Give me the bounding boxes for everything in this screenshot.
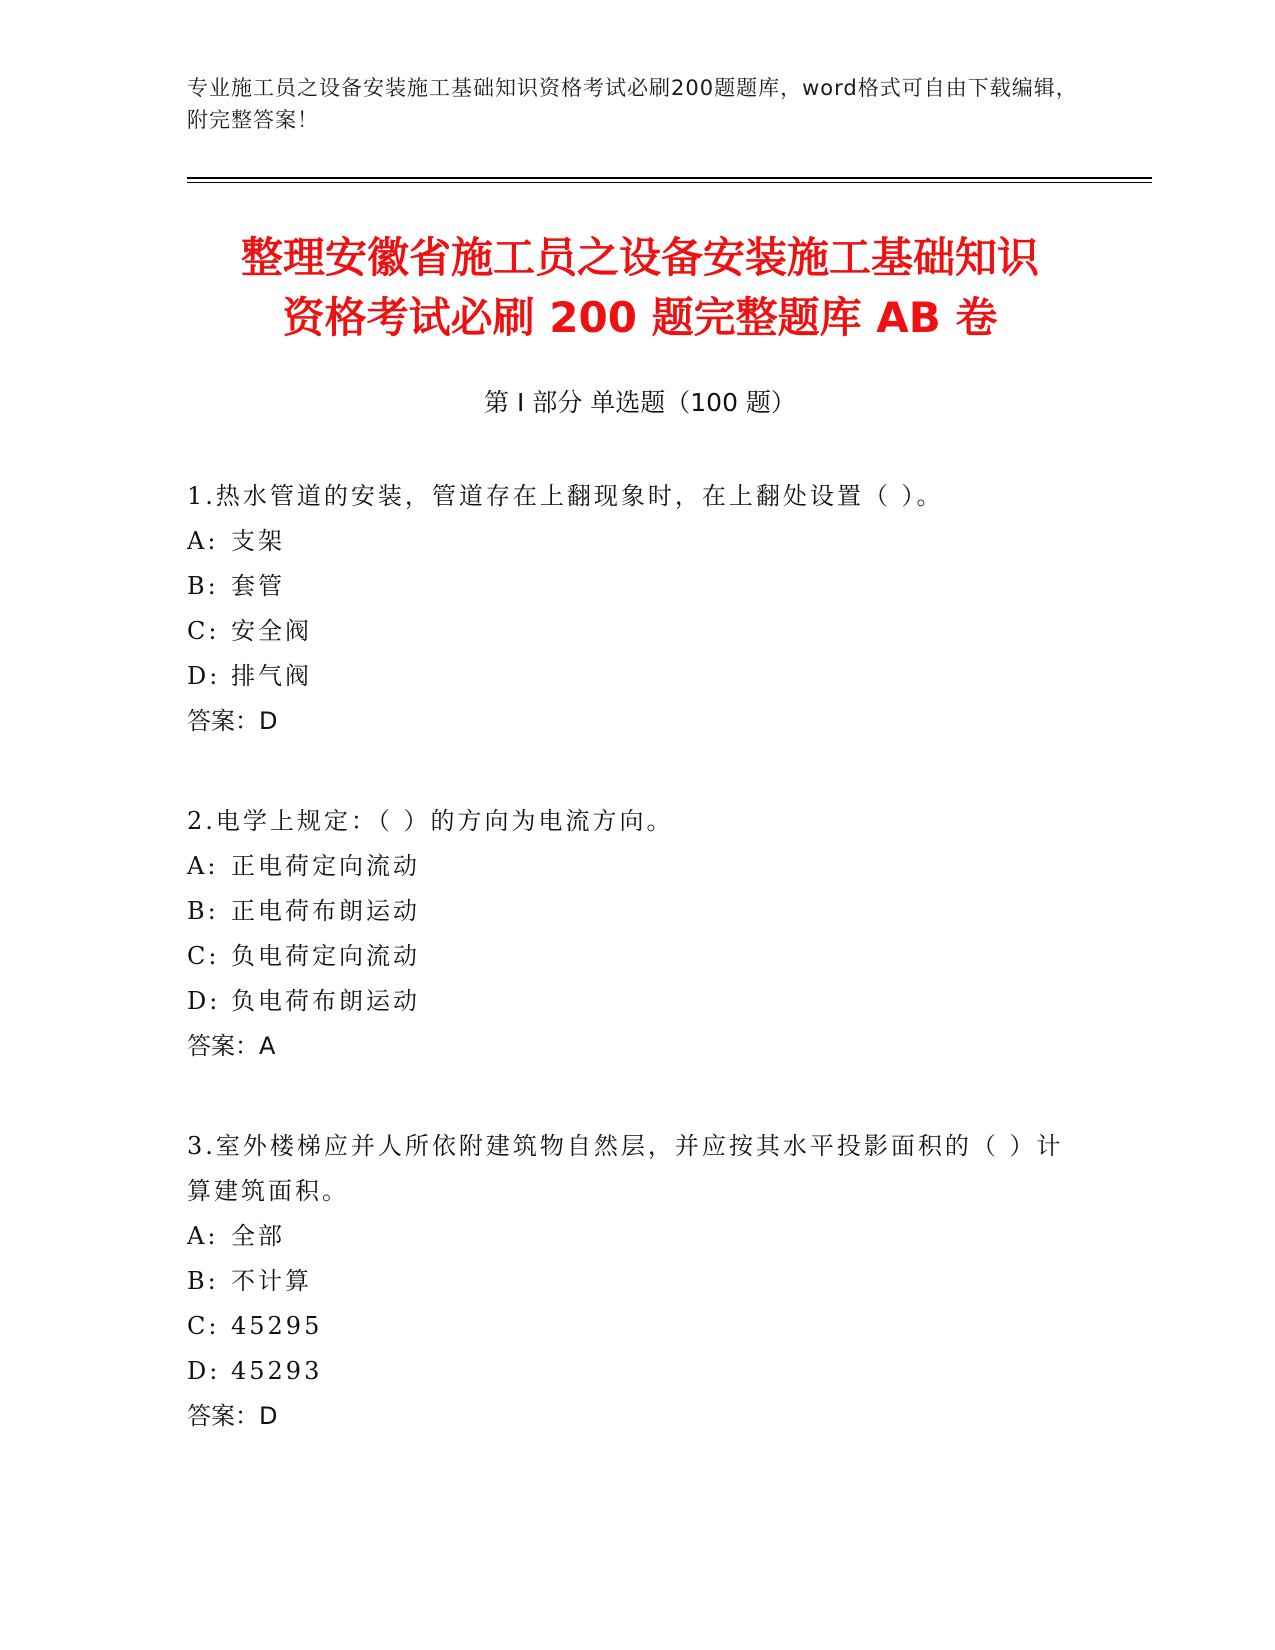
option-b bbox=[187, 564, 1087, 609]
question-stem: 3.室外楼梯应并人所依附建筑物自然层，并应按其水平投影面积的（ ）计算建筑面积。 bbox=[187, 1132, 1064, 1205]
option-c bbox=[187, 934, 1087, 979]
option-text: 负电荷布朗运动 bbox=[231, 987, 420, 1015]
option-letter: B: bbox=[187, 1267, 219, 1295]
header-rule-thin bbox=[187, 182, 1152, 183]
option-text: 45295 bbox=[231, 1312, 323, 1340]
header-rule-thick bbox=[187, 177, 1152, 179]
section-title: 第 I 部分 单选题（100 题） bbox=[484, 388, 796, 417]
option-text: 支架 bbox=[231, 527, 285, 555]
question-item bbox=[187, 1124, 1087, 1439]
answer-line: 答案：D bbox=[187, 707, 278, 735]
document-title bbox=[130, 228, 1150, 348]
option-text: 负电荷定向流动 bbox=[231, 942, 420, 970]
option-letter: C: bbox=[187, 1312, 220, 1340]
title-line-1: 整理安徽省施工员之设备安装施工基础知识 bbox=[240, 233, 1039, 282]
option-letter: C: bbox=[187, 942, 220, 970]
option-b bbox=[187, 1259, 1087, 1304]
option-letter: D: bbox=[187, 1357, 221, 1385]
option-d bbox=[187, 979, 1087, 1024]
option-letter: A: bbox=[187, 527, 219, 555]
option-letter: A: bbox=[187, 852, 219, 880]
option-letter: D: bbox=[187, 987, 221, 1015]
option-letter: D: bbox=[187, 662, 221, 690]
question-stem: 2.电学上规定：（ ）的方向为电流方向。 bbox=[187, 807, 674, 835]
option-c bbox=[187, 609, 1087, 654]
option-letter: B: bbox=[187, 572, 219, 600]
option-text: 正电荷布朗运动 bbox=[231, 897, 420, 925]
option-text: 不计算 bbox=[231, 1267, 312, 1295]
option-a bbox=[187, 844, 1087, 889]
header-note: 专业施工员之设备安装施工基础知识资格考试必刷200题题库，word格式可自由下载编辑，附完整答案！ bbox=[187, 76, 1078, 132]
answer-line: 答案：D bbox=[187, 1402, 278, 1430]
option-b bbox=[187, 889, 1087, 934]
question-item bbox=[187, 799, 1087, 1069]
option-a bbox=[187, 519, 1087, 564]
option-letter: C: bbox=[187, 617, 220, 645]
option-d bbox=[187, 1349, 1087, 1394]
option-letter: B: bbox=[187, 897, 219, 925]
option-text: 套管 bbox=[231, 572, 285, 600]
answer-line: 答案：A bbox=[187, 1032, 276, 1060]
option-text: 正电荷定向流动 bbox=[231, 852, 420, 880]
option-d bbox=[187, 654, 1087, 699]
option-c bbox=[187, 1304, 1087, 1349]
question-list bbox=[187, 474, 1087, 1494]
option-text: 全部 bbox=[231, 1222, 285, 1250]
option-text: 排气阀 bbox=[231, 662, 312, 690]
question-stem: 1.热水管道的安装，管道存在上翻现象时，在上翻处设置（ ）。 bbox=[187, 482, 944, 510]
option-text: 45293 bbox=[231, 1357, 323, 1385]
option-text: 安全阀 bbox=[231, 617, 312, 645]
question-item bbox=[187, 474, 1087, 744]
option-letter: A: bbox=[187, 1222, 219, 1250]
option-a bbox=[187, 1214, 1087, 1259]
title-line-2: 资格考试必刷 200 题完整题库 AB 卷 bbox=[282, 293, 998, 342]
